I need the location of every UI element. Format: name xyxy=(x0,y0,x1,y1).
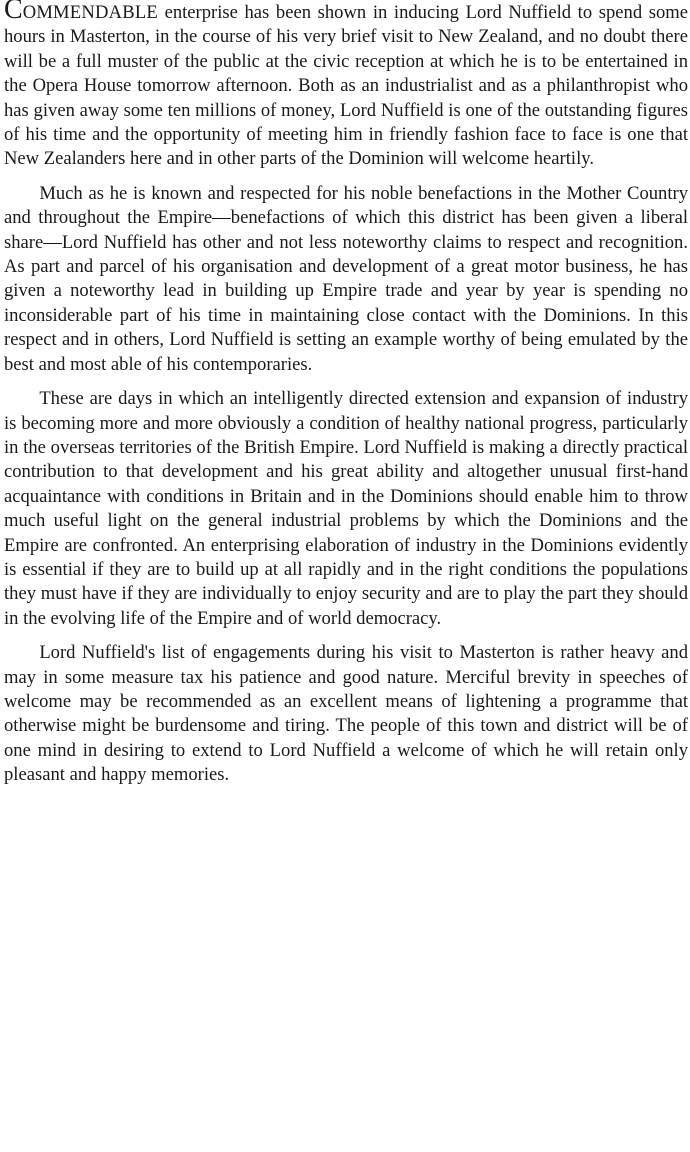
opening-paragraph-text: enterprise has been shown in inducing Lord Nuffield to spend some hours in Masterton, in the course of his very brief visit to New Zealand, and no doubt there will be a full muster of the public at the civic reception at which he is to be entertained in the Opera House tomorrow afternoon. Both as an industrialist and as a philanthropist who has given away some ten millions of money, Lord Nuffield is one of the outstanding figures of his time and the opportunity of meeting him in friendly fashion face to face is one that New Zealanders here and in other parts of the Dominion will welcome heartily. xyxy=(4,2,688,170)
opening-small-caps: OMMENDABLE xyxy=(22,2,158,23)
article-paragraph-2: Much as he is known and respected for his noble benefactions in the Mother Country and throughout the Empire—benefactions of which this district has been given a liberal share—Lord Nuffield has other and not less noteworthy claims to respect and recognition. As part and parcel of his organisation and development of a great motor business, he has given a noteworthy lead in building up Empire trade and year by year is spending no inconsiderable part of his time in maintaining close contact with the Dominions. In this respect and in others, Lord Nuffield is setting an example worthy of being emulated by the best and most able of his contemporaries. xyxy=(4,182,688,375)
drop-initial: C xyxy=(4,0,23,25)
article-paragraph-3: These are days in which an intelligently directed extension and expansion of industry is becoming more and more obviously a condition of healthy national progress, particularly in the overseas territories of the British Empire. Lord Nuffield is making a directly practical contribution to that development and his great ability and altogether unusual first-hand acquaintance with conditions in Britain and in the Dominions should enable him to throw much useful light on the general industrial problems by which the Dominions and the Empire are confronted. An enterprising elaboration of industry in the Dominions evidently is essential if they are to build up at all rapidly and in the right conditions the populations they must have if they are individually to enjoy security and are to play the part they should in the evolving life of the Empire and of world democracy. xyxy=(4,388,688,629)
article-paragraph-4: Lord Nuffield's list of engagements during his visit to Masterton is rather heavy and may in some measure tax his patience and good nature. Merciful brevity in speeches of welcome may be recommended as an excellent means of lightening a programme that otherwise might be burdensome and tiring. The people of this town and district will be of one mind in desiring to extend to Lord Nuffield a welcome of which he will retain only pleasant and happy memories. xyxy=(4,642,688,786)
article-paragraph-1 xyxy=(4,0,688,172)
article-column xyxy=(4,0,688,788)
